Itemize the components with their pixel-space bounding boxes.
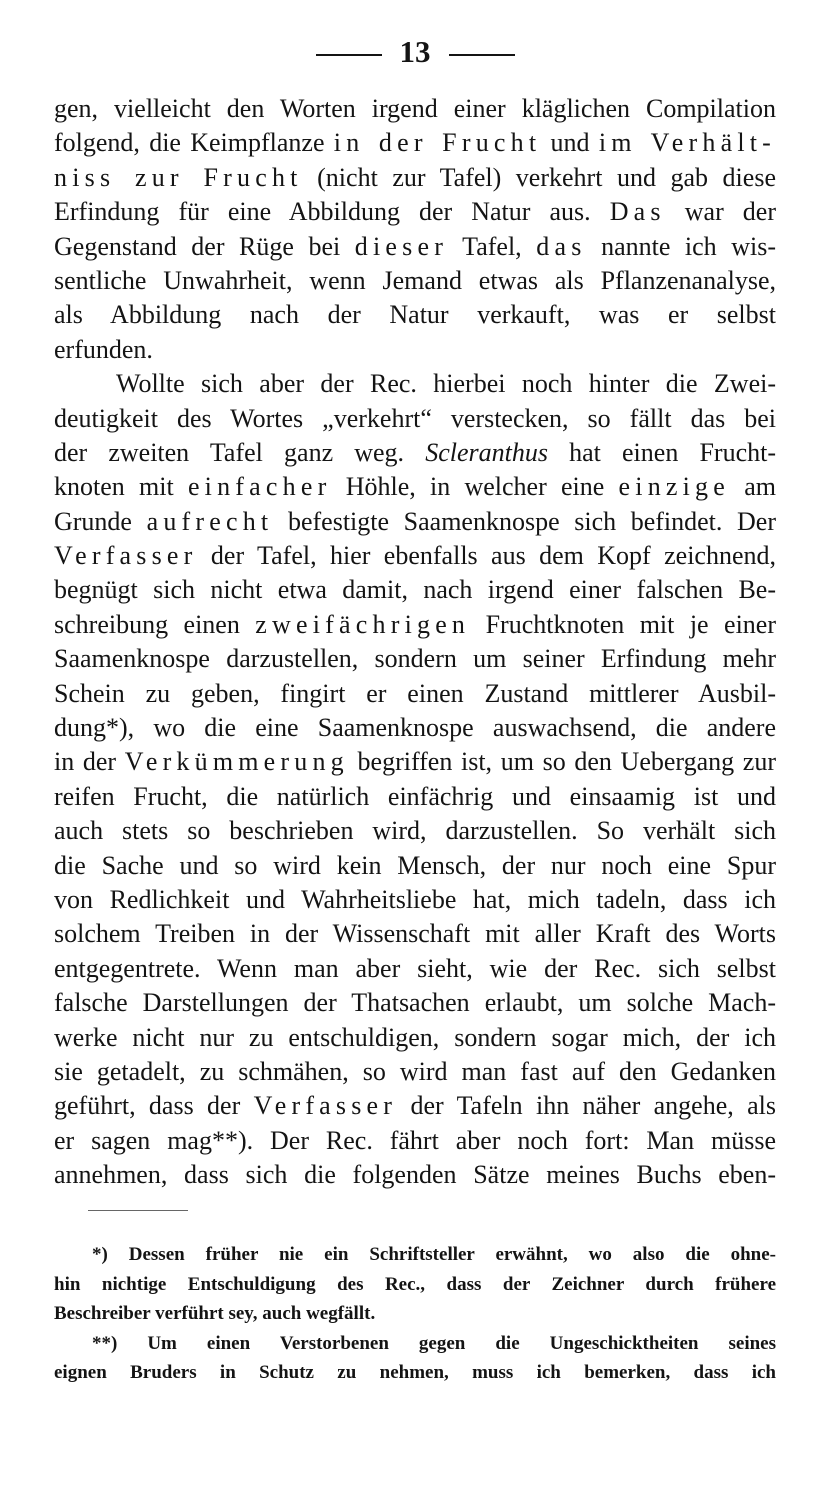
- footnote-divider: [88, 1210, 188, 1211]
- spaced-emphasis: das: [536, 231, 587, 261]
- spaced-emphasis: niss zur Frucht: [54, 162, 303, 192]
- text-line: Schein zu geben, fingirt er einen Zustand mittlerer Ausbil-: [54, 678, 776, 708]
- text-line: die Sache und so wird kein Mensch, der nur noch eine Spur: [54, 850, 776, 880]
- spaced-emphasis: einfacher: [187, 472, 332, 502]
- header-rule-right: [449, 54, 515, 56]
- text-line: falsche Darstellungen der Thatsachen erlaubt, um solche Mach-: [54, 988, 776, 1018]
- text-line: sentliche Unwahrheit, wenn Jemand etwas als Pflanzenanalyse,: [54, 265, 776, 295]
- footnote-line: hin nichtige Entschuldigung des Rec., dass der Zeichner durch frühere: [54, 1273, 776, 1295]
- text-line: Wollte sich aber der Rec. hierbei noch hinter die Zwei-: [116, 369, 776, 399]
- footnote-line: Beschreiber verführt sey, auch wegfällt.: [54, 1303, 376, 1324]
- spaced-emphasis: aufrecht: [146, 506, 274, 536]
- text-line: erfunden.: [54, 334, 153, 364]
- text-line: annehmen, dass sich die folgenden Sätze meines Buchs eben-: [54, 1160, 776, 1190]
- text-line: Erfindung für eine Abbildung der Natur aus. Das war der: [54, 197, 776, 227]
- text-line: Verfasser der Tafel, hier ebenfalls aus dem Kopf zeichnend,: [54, 541, 776, 571]
- spaced-emphasis: dieser: [354, 231, 449, 261]
- text-line: der zweiten Tafel ganz weg. Scleranthus hat einen Frucht-: [54, 437, 776, 467]
- text-line: solchem Treiben in der Wissenschaft mit aller Kraft des Worts: [54, 919, 776, 949]
- text-line: dung*), wo die eine Saamenknospe auswachsend, die andere: [54, 713, 776, 743]
- text-line: folgend, die Keimpflanze in der Frucht und im Verhält-: [54, 128, 776, 158]
- spaced-emphasis: Verfasser: [253, 1091, 398, 1121]
- text-line: von Redlichkeit und Wahrheitsliebe hat, mich tadeln, dass ich: [54, 884, 776, 914]
- footnote-line: eignen Bruders in Schutz zu nehmen, muss ich bemerken, dass ich: [54, 1362, 776, 1383]
- text-line: gen, vielleicht den Worten irgend einer kläglichen Compilation: [54, 94, 776, 123]
- text-line: Saamenknospe darzustellen, sondern um seiner Erfindung mehr: [54, 644, 776, 674]
- text-line: als Abbildung nach der Natur verkauft, was er selbst: [54, 300, 776, 330]
- text-line: geführt, dass der Verfasser der Tafeln ihn näher angehe, als: [54, 1091, 776, 1121]
- text-line: begnügt sich nicht etwa damit, nach irgend einer falschen Be-: [54, 575, 776, 605]
- header-rule-left: [316, 54, 382, 56]
- text-line: auch stets so beschrieben wird, darzustellen. So verhält sich: [54, 816, 776, 846]
- page-number: 13: [399, 34, 431, 69]
- italic-term: Scleranthus: [425, 437, 548, 467]
- spaced-emphasis: zweifächrigen: [255, 609, 471, 639]
- text-line: deutigkeit des Wortes „verkehrt“ verstecken, so fällt das bei: [54, 403, 776, 433]
- text-line: sie getadelt, zu schmähen, so wird man fast auf den Gedanken: [54, 1056, 776, 1086]
- text-line: entgegentrete. Wenn man aber sieht, wie der Rec. sich selbst: [54, 953, 776, 983]
- footnote-line: *) Dessen früher nie ein Schriftsteller erwähnt, wo also die ohne-: [92, 1244, 776, 1265]
- text-line: Gegenstand der Rüge bei dieser Tafel, das nannte ich wis-: [54, 231, 776, 261]
- spaced-emphasis: in der Frucht: [333, 128, 542, 158]
- text-line: knoten mit einfacher Höhle, in welcher eine einzige am: [54, 472, 776, 502]
- text-line: reifen Frucht, die natürlich einfächrig und einsaamig ist und: [54, 781, 776, 811]
- footnotes: [54, 1240, 776, 1388]
- text-line: in der Verkümmerung begriffen ist, um so den Uebergang zur: [54, 747, 776, 777]
- text-line: Grunde aufrecht befestigte Saamenknospe sich befindet. Der: [54, 506, 776, 536]
- spaced-emphasis: im Verhält-: [598, 128, 776, 158]
- text-line: werke nicht nur zu entschuldigen, sondern sogar mich, der ich: [54, 1022, 776, 1052]
- text-line: er sagen mag**). Der Rec. fährt aber noch fort: Man müsse: [54, 1125, 776, 1155]
- text-line: niss zur Frucht (nicht zur Tafel) verkehrt und gab diese: [54, 162, 776, 192]
- spaced-emphasis: einzige: [618, 472, 730, 502]
- spaced-emphasis: Verkümmerung: [124, 747, 349, 777]
- page-header: [0, 34, 830, 70]
- footnote-line: **) Um einen Verstorbenen gegen die Ungeschicktheiten seines: [92, 1332, 776, 1354]
- spaced-emphasis: Das: [609, 197, 666, 227]
- spaced-emphasis: Verfasser: [54, 541, 198, 571]
- main-text: [54, 92, 776, 1193]
- text-line: schreibung einen zweifächrigen Fruchtknoten mit je einer: [54, 609, 776, 639]
